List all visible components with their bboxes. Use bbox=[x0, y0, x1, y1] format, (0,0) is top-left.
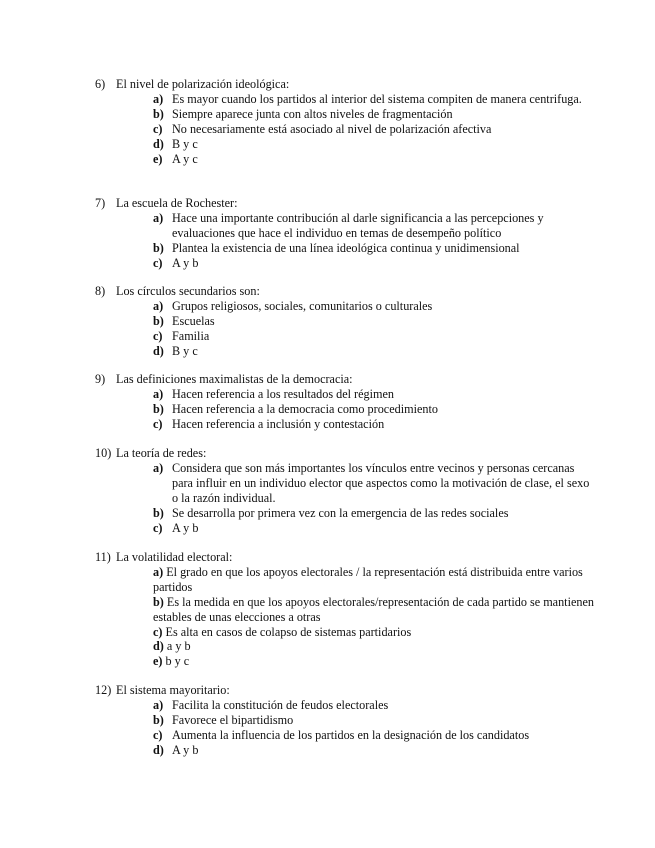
option-b bbox=[153, 402, 595, 417]
option-text: A y b bbox=[172, 742, 199, 757]
question-title bbox=[95, 550, 595, 565]
option-text: Es mayor cuando los partidos al interior del sistema compiten de manera centrifuga. bbox=[172, 91, 582, 106]
options-list bbox=[153, 387, 595, 432]
option-label: c) bbox=[153, 624, 163, 639]
option-text: Hace una importante contribución al darle significancia a las percepciones y evaluaciones que hace el individuo en temas de desempeño político bbox=[172, 210, 544, 240]
option-text: Favorece el bipartidismo bbox=[172, 712, 294, 727]
question-title bbox=[95, 196, 595, 211]
option-text: No necesariamente está asociado al nivel de polarización afectiva bbox=[172, 121, 492, 136]
option-a bbox=[153, 698, 595, 713]
options-list bbox=[153, 461, 595, 536]
option-text: Aumenta la influencia de los partidos en la designación de los candidatos bbox=[172, 727, 530, 742]
option-label: d) bbox=[153, 639, 164, 654]
option-text: Escuelas bbox=[172, 313, 215, 328]
option-text: Familia bbox=[172, 328, 210, 343]
option-a bbox=[153, 211, 595, 241]
option-label: a) bbox=[153, 460, 164, 475]
option-a bbox=[153, 299, 595, 314]
question-text: La escuela de Rochester: bbox=[116, 196, 238, 210]
option-label: a) bbox=[153, 564, 164, 579]
option-b bbox=[153, 314, 595, 329]
option-label: b) bbox=[153, 313, 164, 328]
option-e bbox=[153, 654, 595, 669]
option-a bbox=[153, 461, 595, 506]
option-label: b) bbox=[153, 594, 164, 609]
option-label: a) bbox=[153, 386, 164, 401]
option-b bbox=[153, 713, 595, 728]
option-label: e) bbox=[153, 654, 163, 669]
question-11 bbox=[95, 550, 595, 669]
option-text: Grupos religiosos, sociales, comunitarios o culturales bbox=[172, 298, 433, 313]
question-text: La volatilidad electoral: bbox=[116, 550, 233, 564]
option-label: a) bbox=[153, 210, 164, 225]
question-number: 8) bbox=[95, 284, 106, 298]
option-label: d) bbox=[153, 136, 164, 151]
option-c bbox=[153, 521, 595, 536]
option-b bbox=[153, 506, 595, 521]
option-label: c) bbox=[153, 328, 163, 343]
question-6 bbox=[95, 77, 595, 166]
option-d bbox=[153, 743, 595, 758]
option-label: b) bbox=[153, 712, 164, 727]
option-text: Plantea la existencia de una línea ideológica continua y unidimensional bbox=[172, 240, 520, 255]
option-text: Hacen referencia a la democracia como procedimiento bbox=[172, 401, 438, 416]
question-number: 11) bbox=[95, 550, 111, 564]
option-text: El grado en que los apoyos electorales / la representación está distribuida entre varios partidos bbox=[153, 564, 583, 594]
option-label: a) bbox=[153, 91, 164, 106]
option-label: b) bbox=[153, 240, 164, 255]
question-number: 6) bbox=[95, 77, 106, 91]
option-e bbox=[153, 152, 595, 167]
option-text: A y b bbox=[172, 255, 199, 270]
question-number: 7) bbox=[95, 196, 106, 210]
question-title bbox=[95, 446, 595, 461]
option-label: d) bbox=[153, 343, 164, 358]
options-list bbox=[153, 211, 595, 271]
option-label: c) bbox=[153, 121, 163, 136]
option-b bbox=[153, 107, 595, 122]
option-text: Hacen referencia a los resultados del régimen bbox=[172, 386, 394, 401]
option-text: Considera que son más importantes los vínculos entre vecinos y personas cercanas para influir en un individuo elector que aspectos como la motivación de clase, el sexo o la razón individual. bbox=[172, 460, 590, 505]
option-label: c) bbox=[153, 520, 163, 535]
option-d bbox=[153, 344, 595, 359]
option-text: B y c bbox=[172, 343, 198, 358]
option-b bbox=[153, 241, 595, 256]
option-text: b y c bbox=[165, 654, 190, 669]
option-c bbox=[153, 256, 595, 271]
question-9 bbox=[95, 372, 595, 432]
option-label: b) bbox=[153, 505, 164, 520]
option-a bbox=[153, 92, 595, 107]
question-title bbox=[95, 77, 595, 92]
option-text: B y c bbox=[172, 136, 198, 151]
option-text: Hacen referencia a inclusión y contestación bbox=[172, 416, 385, 431]
option-label: c) bbox=[153, 727, 163, 742]
question-title bbox=[95, 284, 595, 299]
option-label: e) bbox=[153, 151, 163, 166]
question-number: 9) bbox=[95, 372, 106, 386]
option-label: a) bbox=[153, 298, 164, 313]
question-12 bbox=[95, 683, 595, 758]
question-text: Los círculos secundarios son: bbox=[116, 284, 260, 298]
question-number: 10) bbox=[95, 446, 112, 460]
question-text: Las definiciones maximalistas de la democracia: bbox=[116, 372, 353, 386]
option-c bbox=[153, 122, 595, 137]
question-7 bbox=[95, 196, 595, 271]
question-title bbox=[95, 683, 595, 698]
option-a bbox=[153, 565, 595, 595]
option-d bbox=[153, 639, 595, 654]
option-label: b) bbox=[153, 106, 164, 121]
question-text: La teoría de redes: bbox=[116, 446, 207, 460]
option-c bbox=[153, 417, 595, 432]
question-text: El nivel de polarización ideológica: bbox=[116, 77, 290, 91]
option-label: c) bbox=[153, 416, 163, 431]
option-a bbox=[153, 387, 595, 402]
option-text: A y b bbox=[172, 520, 199, 535]
option-text: Se desarrolla por primera vez con la emergencia de las redes sociales bbox=[172, 505, 509, 520]
option-label: b) bbox=[153, 401, 164, 416]
options-list bbox=[153, 92, 595, 167]
option-text: Facilita la constitución de feudos electorales bbox=[172, 697, 389, 712]
option-text: Es alta en casos de colapso de sistemas partidarios bbox=[165, 624, 412, 639]
question-10 bbox=[95, 446, 595, 535]
options-list bbox=[153, 698, 595, 758]
option-text: a y b bbox=[166, 639, 191, 654]
option-text: Siempre aparece junta con altos niveles de fragmentación bbox=[172, 106, 453, 121]
question-title bbox=[95, 372, 595, 387]
options-list bbox=[153, 299, 595, 359]
option-c bbox=[153, 728, 595, 743]
question-number: 12) bbox=[95, 683, 112, 697]
option-d bbox=[153, 137, 595, 152]
option-c bbox=[153, 329, 595, 344]
question-text: El sistema mayoritario: bbox=[116, 683, 230, 697]
question-8 bbox=[95, 284, 595, 359]
option-c bbox=[153, 625, 595, 640]
option-label: d) bbox=[153, 742, 164, 757]
option-text: Es la medida en que los apoyos electorales/representación de cada partido se mantienen estables de unas elecciones a otras bbox=[153, 594, 594, 624]
options-list bbox=[153, 565, 595, 669]
option-label: a) bbox=[153, 697, 164, 712]
option-label: c) bbox=[153, 255, 163, 270]
option-text: A y c bbox=[172, 151, 198, 166]
option-b bbox=[153, 595, 595, 625]
